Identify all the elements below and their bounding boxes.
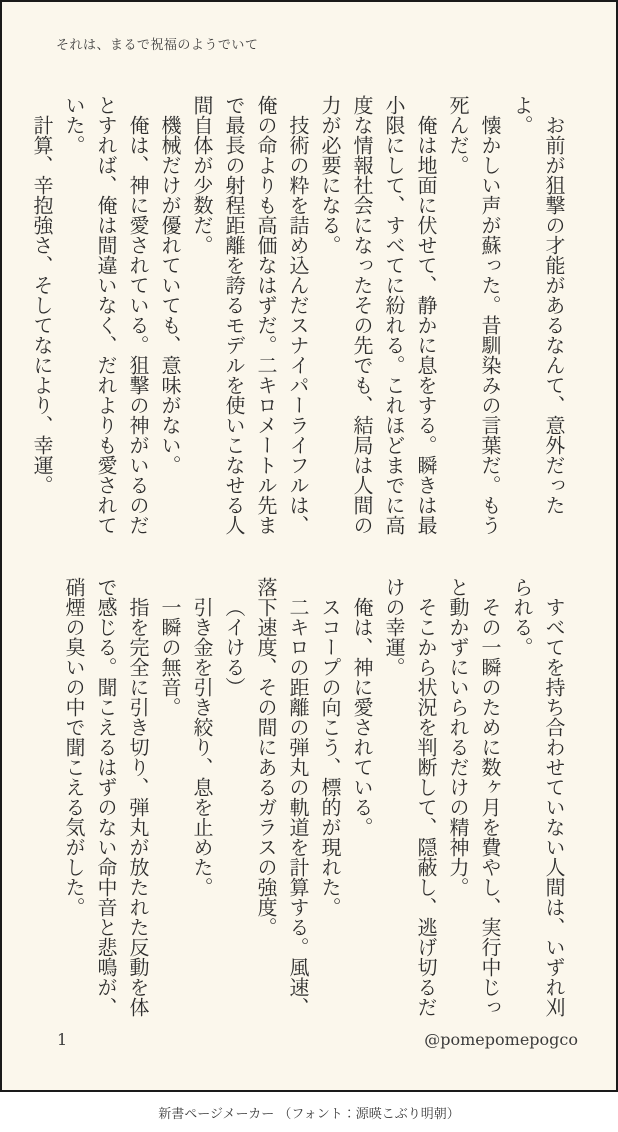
- paragraph: 懐かしい声が蘇った。昔馴染みの言葉だ。もう死んだ。: [446, 95, 502, 535]
- paragraph: 引き金を引き絞り、息を止めた。: [190, 597, 214, 897]
- paragraph: （イける）: [222, 597, 246, 697]
- paragraph: 俺は、神に愛されている。: [350, 597, 374, 837]
- paragraph: 技術の粋を詰め込んだスナイパーライフルは、俺の命よりも高価なはずだ。二キロメートル先まで最長の射程距離を誇るモデルを使いこなせる人間自体が少数だ。: [190, 95, 310, 535]
- page-footer: [57, 1030, 578, 1049]
- paragraph: 一瞬の無音。: [158, 597, 182, 717]
- running-head-title: それは、まるで祝福のようでいて: [56, 38, 259, 53]
- paragraph: その一瞬のために数ヶ月を費やし、実行中じっと動かずにいられるだけの精神力。: [446, 577, 502, 1017]
- generator-caption: 新書ページメーカー （フォント：源暎こぶり明朝）: [0, 1092, 618, 1132]
- paragraph: 俺は地面に伏せて、静かに息をする。瞬きは最小限にして、すべてに紛れる。これほどまでに高度な情報社会になったその先でも、結局は人間の力が必要になる。: [318, 95, 438, 535]
- paragraph: 機械だけが優れていても、意味がない。: [158, 115, 182, 475]
- vertical-text-section-top: [26, 95, 570, 535]
- paragraph: 指を完全に引き切り、弾丸が放たれた反動を体で感じる。聞こえるはずのない命中音と悲鳴が、硝煙の臭いの中で聞こえる気がした。: [62, 577, 150, 1017]
- page-number: 1: [57, 1030, 68, 1049]
- author-handle: @pomepomepogco: [424, 1030, 578, 1049]
- paragraph: そこから状況を判断して、隠蔽し、逃げ切るだけの幸運。: [382, 577, 438, 1017]
- paragraph: お前が狙撃の才能があるなんて、意外だったよ。: [510, 95, 566, 515]
- vertical-text-section-bottom: [58, 577, 570, 1017]
- paragraph: 二キロの距離の弾丸の軌道を計算する。風速、落下速度、その間にあるガラスの強度。: [254, 577, 310, 1017]
- paragraph: すべてを持ち合わせていない人間は、いずれ刈られる。: [510, 577, 566, 1017]
- paragraph: スコープの向こう、標的が現れた。: [318, 597, 342, 917]
- paragraph: 俺は、神に愛されている。狙撃の神がいるのだとすれば、俺は間違いなく、だれよりも愛されていた。: [62, 95, 150, 535]
- paragraph: 計算、辛抱強さ、そしてなにより、幸運。: [30, 115, 54, 495]
